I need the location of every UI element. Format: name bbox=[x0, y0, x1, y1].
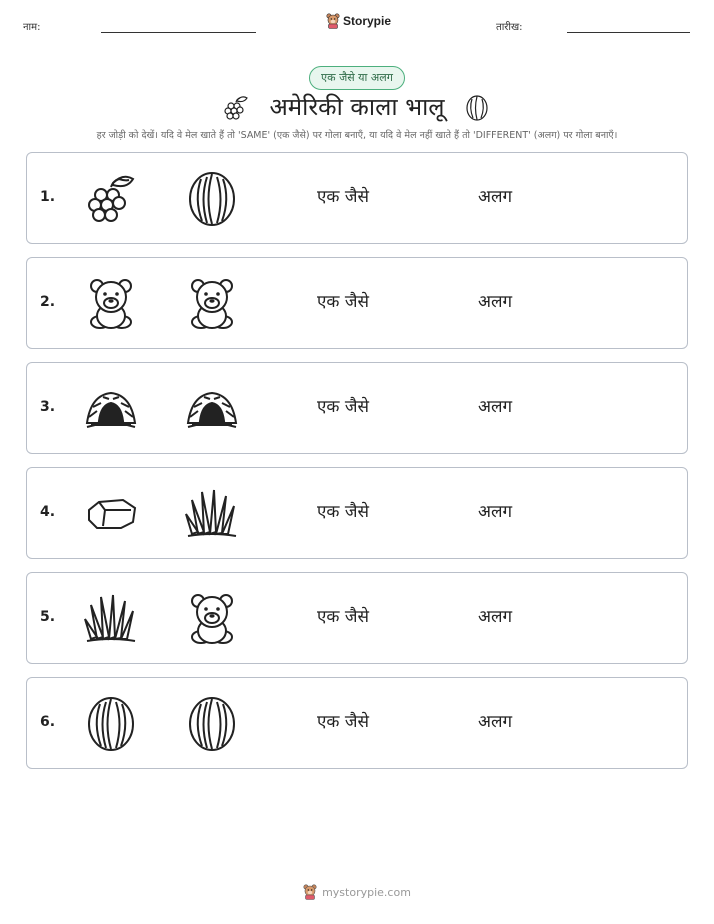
name-line[interactable] bbox=[101, 32, 256, 33]
nut-icon bbox=[184, 696, 240, 752]
same-option[interactable]: एक जैसे bbox=[317, 712, 369, 732]
den-icon bbox=[184, 381, 240, 437]
pair-row bbox=[26, 677, 688, 769]
row-number: 3. bbox=[40, 399, 56, 415]
pair-row bbox=[26, 257, 688, 349]
different-option[interactable]: अलग bbox=[478, 292, 513, 312]
different-option[interactable]: अलग bbox=[478, 397, 513, 417]
footer-site: mystorypie.com bbox=[322, 885, 411, 899]
instructions-text: हर जोड़ी को देखें। यदि वे मेल खाते हैं तो 'SAME' (एक जैसे) पर गोला बनाएँ, या यदि वे मेल नहीं खाते हैं तो 'DIFFERENT' (अलग) पर गोला बनाएँ। bbox=[96, 130, 618, 141]
grapes-icon bbox=[83, 171, 139, 227]
different-option[interactable]: अलग bbox=[478, 502, 513, 522]
same-option[interactable]: एक जैसे bbox=[317, 292, 369, 312]
different-option[interactable]: अलग bbox=[478, 187, 513, 207]
date-line[interactable] bbox=[567, 32, 690, 33]
bear-icon bbox=[83, 276, 139, 332]
pair-row bbox=[26, 467, 688, 559]
same-option[interactable]: एक जैसे bbox=[317, 187, 369, 207]
bear-icon bbox=[184, 276, 240, 332]
grass-icon bbox=[184, 486, 240, 542]
pair-row bbox=[26, 572, 688, 664]
nut-icon bbox=[184, 171, 240, 227]
row-number: 5. bbox=[40, 609, 56, 625]
date-label: तारीख: bbox=[496, 22, 523, 33]
pair-row bbox=[26, 362, 688, 454]
pair-row bbox=[26, 152, 688, 244]
row-number: 6. bbox=[40, 714, 56, 730]
nut-title-icon bbox=[463, 93, 491, 127]
nut-icon bbox=[83, 696, 139, 752]
name-label: नाम: bbox=[23, 22, 41, 33]
worksheet-type-badge: एक जैसे या अलग bbox=[309, 66, 405, 90]
brand-logo bbox=[326, 13, 391, 29]
row-number: 2. bbox=[40, 294, 56, 310]
same-option[interactable]: एक जैसे bbox=[317, 397, 369, 417]
worksheet-title: अमेरिकी काला भालू bbox=[269, 93, 445, 121]
row-number: 4. bbox=[40, 504, 56, 520]
grass-icon bbox=[83, 591, 139, 647]
bear-mascot-icon bbox=[326, 13, 340, 29]
different-option[interactable]: अलग bbox=[478, 607, 513, 627]
footer bbox=[0, 884, 714, 900]
worksheet-header bbox=[0, 0, 714, 50]
different-option[interactable]: अलग bbox=[478, 712, 513, 732]
same-option[interactable]: एक जैसे bbox=[317, 607, 369, 627]
rock-icon bbox=[83, 486, 139, 542]
row-number: 1. bbox=[40, 189, 56, 205]
bear-icon bbox=[184, 591, 240, 647]
same-option[interactable]: एक जैसे bbox=[317, 502, 369, 522]
bear-mascot-icon bbox=[303, 884, 317, 900]
den-icon bbox=[83, 381, 139, 437]
brand-name: Storypie bbox=[343, 14, 392, 28]
